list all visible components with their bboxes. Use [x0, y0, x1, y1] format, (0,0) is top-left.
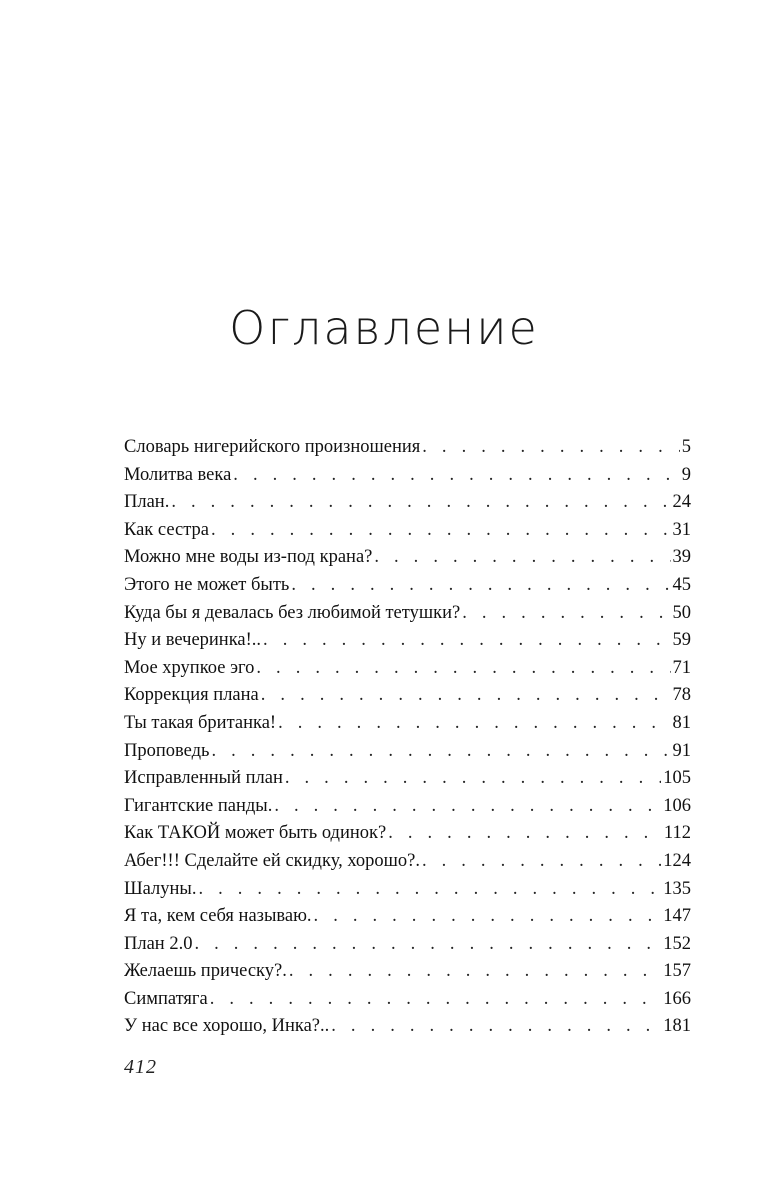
toc-entry-title: Исправленный план: [124, 768, 283, 789]
toc-entry-page: 181: [663, 1016, 691, 1037]
toc-entry-title: План.: [124, 492, 170, 513]
toc-entry-title: Ты такая британка!: [124, 712, 277, 733]
toc-entry-20[interactable]: [124, 958, 691, 986]
toc-entry-13[interactable]: [124, 765, 691, 793]
toc-entry-22[interactable]: [124, 1013, 691, 1041]
toc-entry-title: Мое хрупкое эго: [124, 657, 255, 678]
toc-dot-leader: [289, 958, 661, 986]
toc-entry-15[interactable]: [124, 820, 691, 848]
toc-entry-page: 5: [681, 437, 691, 457]
toc-entry-11[interactable]: [124, 710, 691, 738]
toc-entry-page: 166: [663, 988, 691, 1009]
toc-entry-5[interactable]: [124, 544, 691, 572]
table-of-contents: [124, 434, 691, 1041]
toc-entry-page: 135: [663, 878, 691, 899]
toc-entry-page: 152: [663, 933, 691, 954]
toc-entry-title: Этого не может быть: [124, 574, 290, 595]
toc-entry-page: 106: [663, 795, 691, 816]
toc-entry-8[interactable]: [124, 627, 691, 655]
toc-dot-leader: [285, 765, 661, 793]
toc-dot-leader: [261, 682, 671, 710]
toc-entry-title: Желаешь прическу?.: [124, 961, 287, 982]
toc-entry-title: У нас все хорошо, Инка?..: [124, 1016, 330, 1037]
toc-dot-leader: [233, 462, 679, 490]
toc-entry-4[interactable]: [124, 517, 691, 545]
toc-entry-6[interactable]: [124, 572, 691, 600]
toc-entry-page: 81: [672, 712, 691, 733]
toc-entry-title: Проповедь: [124, 740, 210, 761]
toc-entry-title: Абег!!! Сделайте ей скидку, хорошо?.: [124, 850, 420, 871]
toc-entry-title: Можно мне воды из-под крана?: [124, 547, 373, 568]
toc-dot-leader: [422, 848, 661, 876]
toc-entry-19[interactable]: [124, 931, 691, 959]
toc-entry-title: Как ТАКОЙ может быть одинок?: [124, 823, 387, 844]
page-title: Оглавление: [229, 300, 539, 355]
toc-entry-page: 157: [663, 961, 691, 982]
toc-entry-page: 59: [672, 630, 691, 651]
toc-entry-21[interactable]: [124, 986, 691, 1014]
toc-entry-page: 91: [672, 740, 691, 761]
toc-dot-leader: [278, 710, 670, 738]
toc-dot-leader: [256, 655, 670, 683]
toc-entry-17[interactable]: [124, 876, 691, 904]
toc-entry-title: Словарь нигерийского произношения: [124, 437, 421, 457]
toc-entry-10[interactable]: [124, 682, 691, 710]
toc-entry-3[interactable]: [124, 489, 691, 517]
toc-entry-title: Ну и вечеринка!..: [124, 630, 262, 651]
toc-dot-leader: [211, 738, 670, 766]
toc-dot-leader: [291, 572, 670, 600]
toc-dot-leader: [263, 627, 670, 655]
toc-entry-page: 147: [663, 906, 691, 927]
toc-entry-12[interactable]: [124, 738, 691, 766]
toc-entry-page: 9: [681, 464, 691, 485]
toc-dot-leader: [194, 931, 661, 959]
toc-dot-leader: [314, 903, 662, 931]
toc-entry-title: Гигантские панды.: [124, 795, 273, 816]
toc-entry-page: 71: [672, 657, 691, 678]
toc-dot-leader: [210, 986, 662, 1014]
toc-dot-leader: [211, 517, 670, 545]
toc-entry-page: 78: [672, 685, 691, 706]
toc-entry-title: Симпатяга: [124, 988, 208, 1009]
toc-entry-14[interactable]: [124, 793, 691, 821]
page-number: 412: [124, 1056, 157, 1078]
toc-dot-leader: [331, 1013, 661, 1041]
toc-entry-2[interactable]: [124, 462, 691, 490]
toc-dot-leader: [462, 600, 670, 628]
toc-entry-title: Куда бы я девалась без любимой тетушки?: [124, 602, 461, 623]
toc-dot-leader: [422, 434, 679, 462]
toc-entry-title: Как сестра: [124, 519, 210, 540]
toc-entry-16[interactable]: [124, 848, 691, 876]
toc-entry-page: 31: [672, 519, 691, 540]
toc-entry-7[interactable]: [124, 600, 691, 628]
toc-entry-page: 105: [663, 768, 691, 789]
toc-entry-title: План 2.0: [124, 933, 193, 954]
toc-dot-leader: [171, 489, 670, 517]
toc-entry-page: 124: [663, 850, 691, 871]
toc-entry-9[interactable]: [124, 655, 691, 683]
toc-entry-page: 112: [663, 823, 691, 844]
toc-entry-title: Шалуны.: [124, 878, 197, 899]
toc-entry-page: 39: [672, 547, 691, 568]
toc-entry-page: 24: [672, 492, 691, 513]
toc-entry-18[interactable]: [124, 903, 691, 931]
toc-entry-1[interactable]: [124, 434, 691, 462]
toc-entry-page: 45: [672, 574, 691, 595]
toc-entry-title: Я та, кем себя называю.: [124, 906, 312, 927]
toc-dot-leader: [374, 544, 670, 572]
toc-entry-title: Молитва века: [124, 464, 232, 485]
toc-entry-page: 50: [672, 602, 691, 623]
toc-dot-leader: [388, 820, 662, 848]
toc-entry-title: Коррекция плана: [124, 685, 259, 706]
toc-dot-leader: [198, 876, 661, 904]
toc-dot-leader: [274, 793, 661, 821]
